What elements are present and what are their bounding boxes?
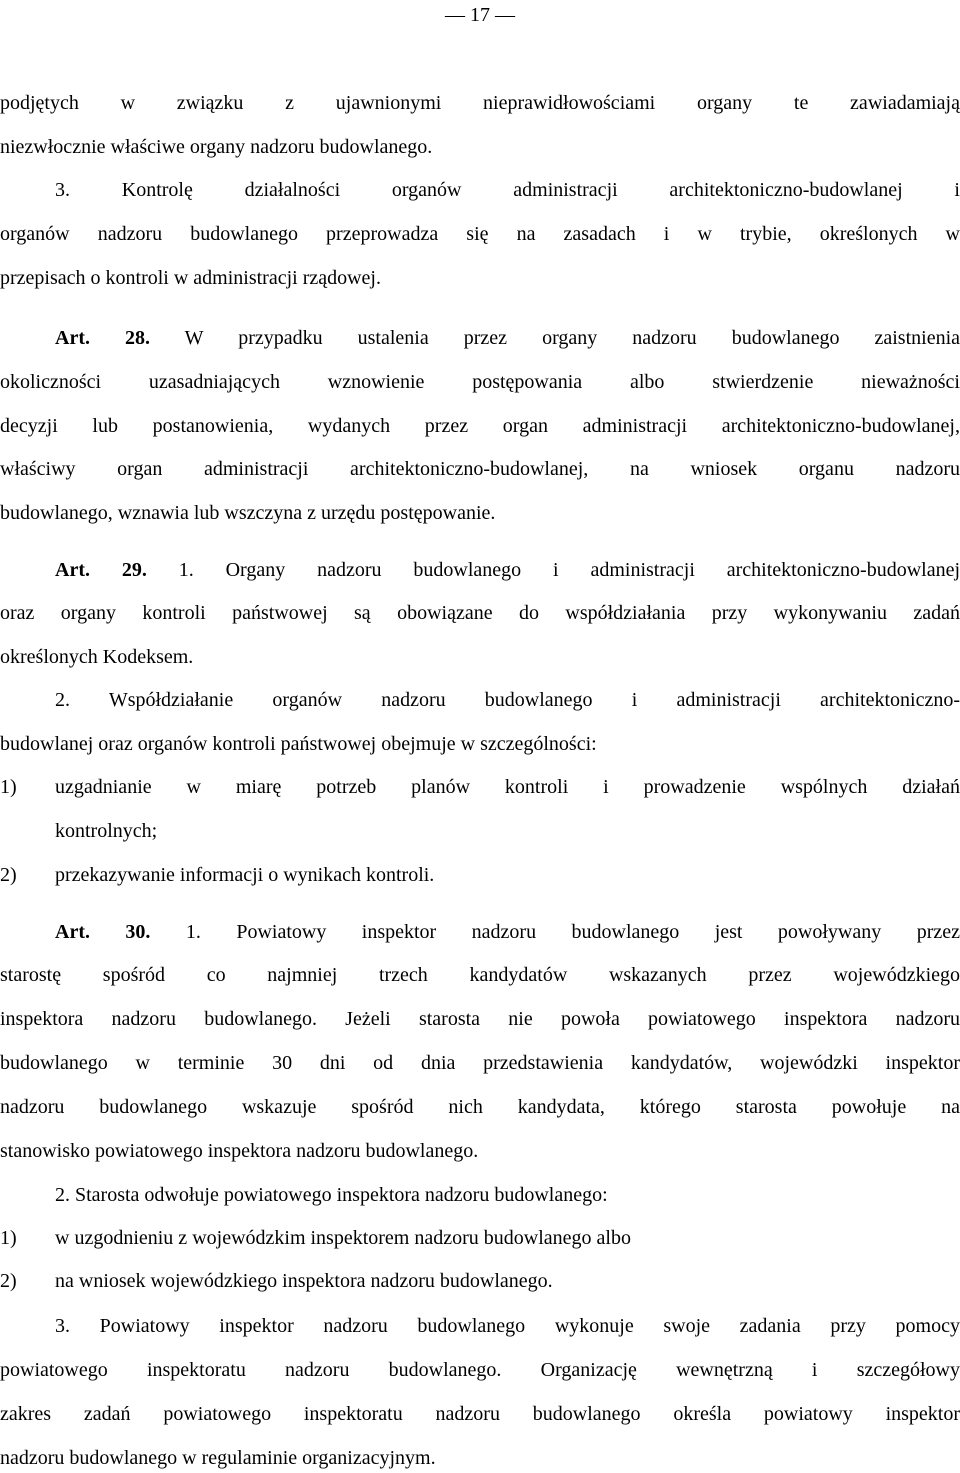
text-line: zakres zadań powiatowego inspektoratu nadzoru budowlanego określa powiatowy inspektor xyxy=(0,1403,960,1425)
text-line: 2. Współdziałanie organów nadzoru budowlanego i administracji architektoniczno- xyxy=(55,689,960,711)
article-label: Art. 30. xyxy=(55,921,151,943)
text-line: starostę spośród co najmniej trzech kandydatów wskazanych przez wojewódzkiego xyxy=(0,964,960,986)
list-number: 2) xyxy=(0,864,17,886)
text-line: oraz organy kontroli państwowej są obowiązane do współdziałania przy wykonywaniu zadań xyxy=(0,602,960,624)
text-line: okoliczności uzasadniających wznowienie postępowania albo stwierdzenie nieważności xyxy=(0,371,960,393)
text-line: decyzji lub postanowienia, wydanych przez organ administracji architektoniczno-budowlanej, xyxy=(0,415,960,437)
text-line: stanowisko powiatowego inspektora nadzoru budowlanego. xyxy=(0,1140,479,1162)
text-line: określonych Kodeksem. xyxy=(0,646,194,668)
list-number: 2) xyxy=(0,1270,17,1292)
text-line: organów nadzoru budowlanego przeprowadza się na zasadach i w trybie, określonych w xyxy=(0,223,960,245)
text-line: 2. Starosta odwołuje powiatowego inspektora nadzoru budowlanego: xyxy=(55,1184,608,1206)
article-label: Art. 28. xyxy=(55,327,151,349)
text-line: budowlanej oraz organów kontroli państwowej obejmuje w szczególności: xyxy=(0,733,597,755)
text-line: powiatowego inspektoratu nadzoru budowlanego. Organizację wewnętrzną i szczegółowy xyxy=(0,1359,960,1381)
text-line: niezwłocznie właściwe organy nadzoru budowlanego. xyxy=(0,136,433,158)
text-line: budowlanego, wznawia lub wszczyna z urzędu postępowanie. xyxy=(0,502,496,524)
text-line: 3. Powiatowy inspektor nadzoru budowlanego wykonuje swoje zadania przy pomocy xyxy=(55,1315,960,1337)
article-heading-line: Art. 28. W przypadku ustalenia przez organy nadzoru budowlanego zaistnienia xyxy=(55,327,960,349)
text-line: budowlanego w terminie 30 dni od dnia przedstawienia kandydatów, wojewódzki inspektor xyxy=(0,1052,960,1074)
text-line: przepisach o kontroli w administracji rządowej. xyxy=(0,267,381,289)
article-heading-line: Art. 29. 1. Organy nadzoru budowlanego i administracji architektoniczno-budowlanej xyxy=(55,559,960,581)
page-number: — 17 — xyxy=(445,4,515,26)
text-line: podjętych w związku z ujawnionymi nieprawidłowościami organy te zawiadamiają xyxy=(0,92,960,114)
text-line: 3. Kontrolę działalności organów administracji architektoniczno-budowlanej i xyxy=(55,179,960,201)
article-heading-line: Art. 30. 1. Powiatowy inspektor nadzoru budowlanego jest powoływany przez xyxy=(55,921,960,943)
list-number: 1) xyxy=(0,776,17,798)
text-line: nadzoru budowlanego w regulaminie organizacyjnym. xyxy=(0,1447,436,1469)
text-line: właściwy organ administracji architektoniczno-budowlanej, na wniosek organu nadzoru xyxy=(0,458,960,480)
text-line: inspektora nadzoru budowlanego. Jeżeli starosta nie powoła powiatowego inspektora nadzoru xyxy=(0,1008,960,1030)
text-line: nadzoru budowlanego wskazuje spośród nich kandydata, którego starosta powołuje na xyxy=(0,1096,960,1118)
list-number: 1) xyxy=(0,1227,17,1249)
article-label: Art. 29. xyxy=(55,559,147,581)
text-line: kontrolnych; xyxy=(55,820,158,842)
document-page: — 17 — podjętych w związku z ujawnionymi nieprawidłowościami organy te zawiadamiają niezwłocznie właściwe organy nadzoru budowlanego. 3. Kontrolę działalności organów administracji architektoniczno-budowlanej i organów nadzoru budowlanego przeprowadza się na zasadach i w trybie, określonych w przepisach o kontroli w administracji rządowej. Art. 28. W przypadku ustalenia przez organy nadzoru budowlanego zaistnienia okoliczności uzasadniających wznowienie postępowania albo stwierdzenie nieważności decyzji lub postanowienia, wydanych przez organ administracji architektoniczno-budowlanej, właściwy organ administracji architektoniczno-budowlanej, na wniosek organu nadzoru budowlanego, wznawia lub wszczyna z urzędu postępowanie. Art. 29. 1. Organy nadzoru budowlanego i administracji architektoniczno-budowlanej oraz organy kontroli państwowej są obowiązane do współdziałania przy wykonywaniu zadań określonych Kodeksem. 2. Współdziałanie organów nadzoru budowlanego i administracji architektoniczno- budowlanej oraz organów kontroli państwowej obejmuje w szczególności: 1) uzgadnianie w miarę potrzeb planów kontroli i prowadzenie wspólnych działań kontrolnych; 2) przekazywanie informacji o wynikach kontroli. Art. 30. 1. Powiatowy inspektor nadzoru budowlanego jest powoływany przez starostę spośród co najmniej trzech kandydatów wskazanych przez wojewódzkiego inspektora nadzoru budowlanego. Jeżeli starosta nie powoła powiatowego inspektora nadzoru budowlanego w terminie 30 dni od dnia przedstawienia kandydatów, wojewódzki inspektor nadzoru budowlanego wskazuje spośród nich kandydata, którego starosta powołuje na stanowisko powiatowego inspektora nadzoru budowlanego. 2. Starosta odwołuje powiatowego inspektora nadzoru budowlanego: 1) w uzgodnieniu z wojewódzkim inspektorem nadzoru budowlanego albo 2) na wniosek wojewódzkiego inspektora nadzoru budowlanego. 3. Powiatowy inspektor nadzoru budowlanego wykonuje swoje zadania przy pomocy powiatowego inspektoratu nadzoru budowlanego. Organizację wewnętrzną i szczegółowy zakres zadań powiatowego inspektoratu nadzoru budowlanego określa powiatowy inspektor nadzoru budowlanego w regulaminie organizacyjnym. xyxy=(0,4,960,1469)
